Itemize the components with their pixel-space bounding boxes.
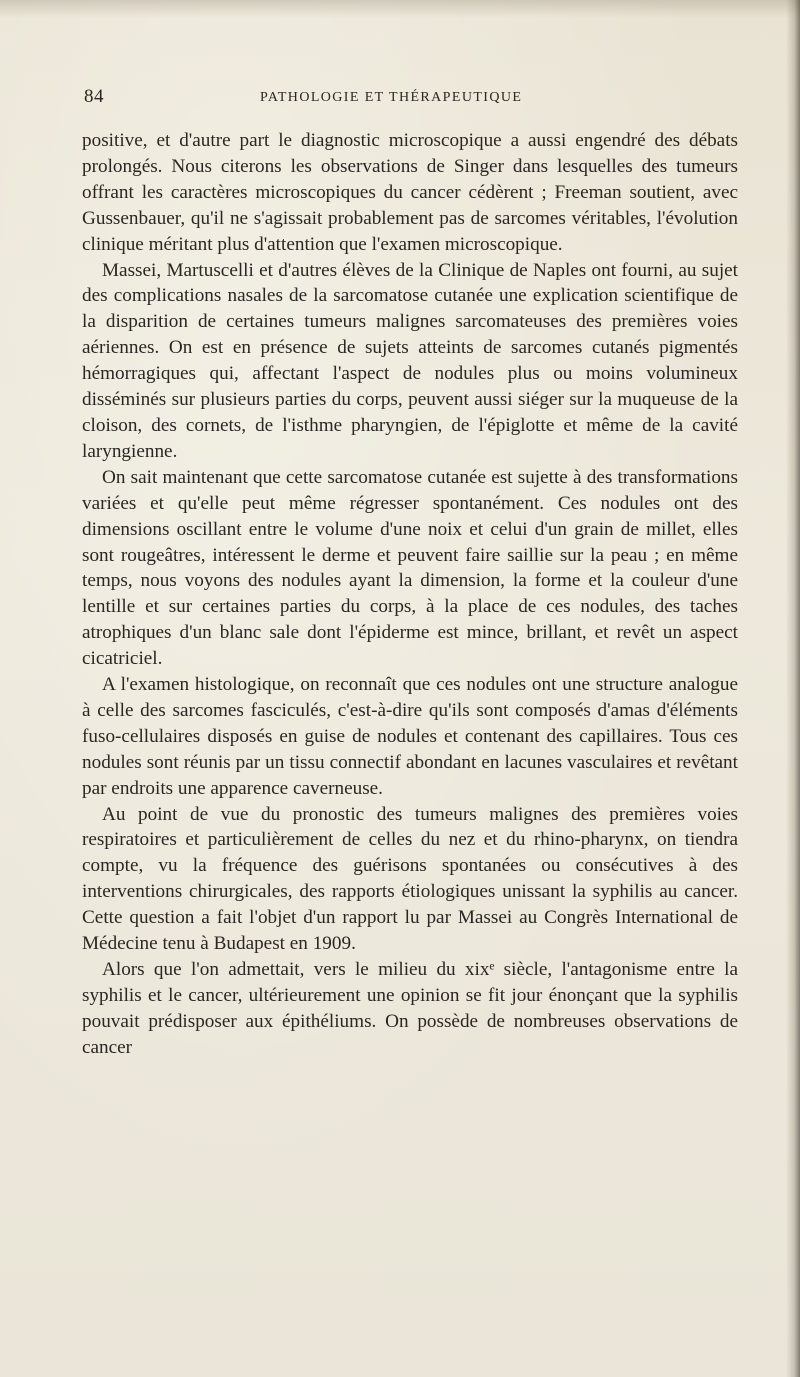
paragraph-3: On sait maintenant que cette sarcomatose cutanée est sujette à des transformations variées et qu'elle peut même régresser spontanément. Ces nodules ont des dimensions oscillant entre le volume d'une noix et celui d'un grain de millet, elles sont rougeâtres, intéressent le derme et peuvent faire saillie sur la peau ; en même temps, nous voyons des nodules ayant la dimension, la forme et la couleur d'une lentille et sur certaines parties du corps, à la place de ces nodules, des taches atrophiques d'un blanc sale dont l'épiderme est mince, brillant, et revêt un aspect cicatriciel. <box>82 466 738 670</box>
paragraph-5: Au point de vue du pronostic des tumeurs malignes des premières voies respiratoires et particulièrement de celles du nez et du rhino-pharynx, on tiendra compte, vu la fréquence des guérisons spontanées ou consécutives à des interventions chirurgicales, des rapports étiologiques unissant la syphilis au cancer. Cette question a fait l'objet d'un rapport lu par Massei au Congrès International de Médecine tenu à Budapest en 1909. <box>82 803 738 955</box>
running-title: PATHOLOGIE ET THÉRAPEUTIQUE <box>260 90 523 105</box>
page-edge-shadow <box>786 0 800 1377</box>
body-text <box>82 128 738 1061</box>
page-header <box>84 86 714 112</box>
paragraph-4: A l'examen histologique, on reconnaît que ces nodules ont une structure analogue à celle des sarcomes fasciculés, c'est-à-dire qu'ils sont composés d'amas d'éléments fuso-cellulaires disposés en guise de nodules et contenant des capillaires. Tous ces nodules sont réunis par un tissu connectif abondant en lacunes vasculaires et revêtant par endroits une apparence caverneuse. <box>82 674 738 799</box>
paragraph-6: Alors que l'on admettait, vers le milieu du xixᵉ siècle, l'antagonisme entre la syphilis et le cancer, ultérieurement une opinion se fit jour énonçant que la syphilis pouvait prédisposer aux épithéliums. On possède de nombreuses observations de cancer <box>82 959 738 1058</box>
page-number: 84 <box>84 86 104 107</box>
page-top-shadow <box>0 0 800 18</box>
paragraph-1: positive, et d'autre part le diagnostic microscopique a aussi engendré des débats prolongés. Nous citerons les observations de Singer dans lesquelles des tumeurs offrant les caractères microscopiques du cancer cédèrent ; Freeman soutient, avec Gussenbauer, qu'il ne s'agissait probablement pas de sarcomes véritables, l'évolution clinique méritant plus d'attention que l'examen microscopique. <box>82 130 738 255</box>
paragraph-2: Massei, Martuscelli et d'autres élèves de la Clinique de Naples ont fourni, au sujet des complications nasales de la sarcomatose cutanée une explication scientifique de la disparition de certaines tumeurs malignes sarcomateuses des premières voies aériennes. On est en présence de sujets atteints de sarcomes cutanés pigmentés hémorragiques qui, affectant l'aspect de nodules plus ou moins volumineux disséminés sur plusieurs parties du corps, peuvent aussi siéger sur la muqueuse de la cloison, des cornets, de l'isthme pharyngien, de l'épiglotte et même de la cavité laryngienne. <box>82 259 738 462</box>
